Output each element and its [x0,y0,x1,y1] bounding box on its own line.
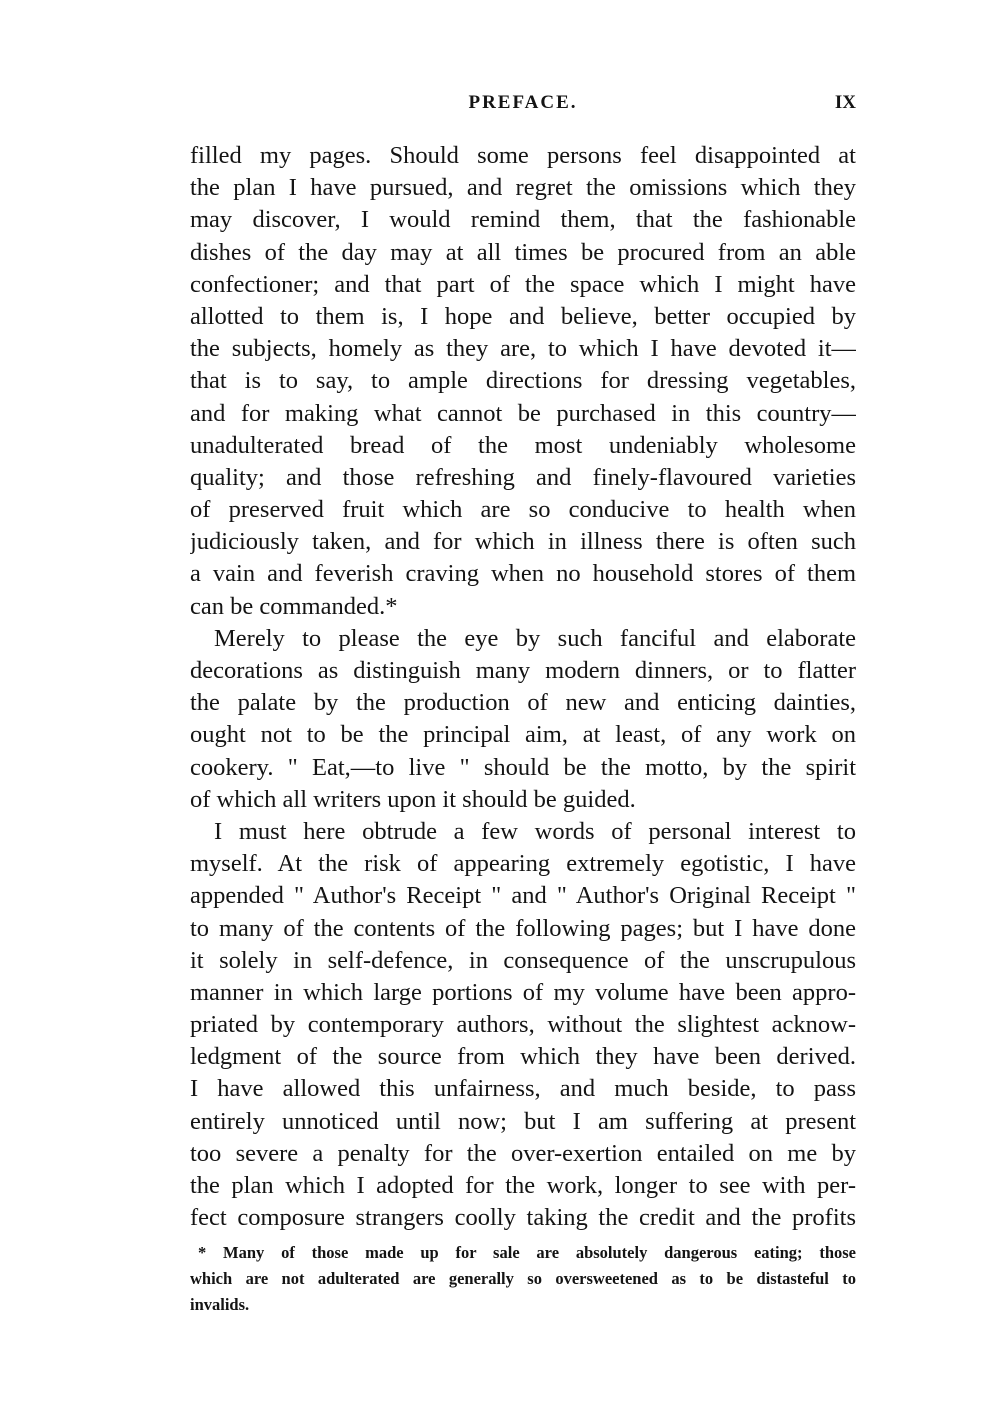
text-line: the plan I have pursued, and regret the omissions which they [190,174,856,202]
text-line: Merely to please the eye by such fanciful and elaborate [214,624,856,652]
text-line: that is to say, to ample directions for dressing vegetables, [190,367,856,395]
footnote-line: invalids. [190,1295,250,1314]
text-line: unadulterated bread of the most undeniably wholesome [190,431,856,459]
footnote [190,1240,856,1318]
text-line: dishes of the day may at all times be procured from an able [190,238,856,266]
text-line: fect composure strangers coolly taking the credit and the profits [190,1204,856,1232]
text-line: manner in which large portions of my volume have been appro- [190,978,856,1006]
text-line: it solely in self-defence, in consequence of the unscrupulous [190,946,856,974]
text-line: entirely unnoticed until now; but I am suffering at present [190,1107,856,1135]
text-line: of preserved fruit which are so conducive to health when [190,496,856,524]
text-line: I must here obtrude a few words of personal interest to [214,817,856,845]
text-line: can be commanded.* [190,592,398,620]
paragraph-2 [190,623,856,816]
text-line: may discover, I would remind them, that the fashionable [190,206,856,234]
text-line: confectioner; and that part of the space which I might have [190,270,856,298]
page-number: IX [834,92,856,113]
body-text [190,140,856,1234]
text-line: cookery. " Eat,—to live " should be the motto, by the spirit [190,753,856,781]
text-line: the subjects, homely as they are, to which I have devoted it— [190,335,856,363]
text-line: allotted to them is, I hope and believe, better occupied by [190,302,856,330]
text-line: to many of the contents of the following pages; but I have done [190,914,856,942]
paragraph-1 [190,140,856,623]
text-line: priated by contemporary authors, without the slightest acknow- [190,1011,856,1039]
text-line: too severe a penalty for the over-exertion entailed on me by [190,1139,856,1167]
text-line: I have allowed this unfairness, and much beside, to pass [190,1075,856,1103]
text-line: judiciously taken, and for which in illness there is often such [190,528,856,556]
text-line: quality; and those refreshing and finely-flavoured varieties [190,463,856,491]
text-line: a vain and feverish craving when no household stores of them [190,560,856,588]
text-line: the palate by the production of new and enticing dainties, [190,689,856,717]
text-line: myself. At the risk of appearing extremely egotistic, I have [190,850,856,878]
text-line: of which all writers upon it should be guided. [190,785,636,813]
footnote-line: which are not adulterated are generally so oversweetened as to be distasteful to [190,1269,856,1288]
footnote-line: * Many of those made up for sale are absolutely dangerous eating; those [198,1243,856,1262]
text-line: and for making what cannot be purchased in this country— [190,399,856,427]
running-head [190,92,856,122]
text-line: decorations as distinguish many modern dinners, or to flatter [190,657,856,684]
text-line: the plan which I adopted for the work, longer to see with per- [190,1172,856,1199]
running-title: PREFACE. [468,92,578,113]
text-line: ought not to be the principal aim, at least, of any work on [190,721,856,749]
paragraph-3 [190,816,856,1234]
text-line: filled my pages. Should some persons feel disappointed at [190,142,856,169]
text-line: ledgment of the source from which they have been derived. [190,1043,856,1071]
text-line: appended " Author's Receipt " and " Author's Original Receipt " [190,882,856,910]
